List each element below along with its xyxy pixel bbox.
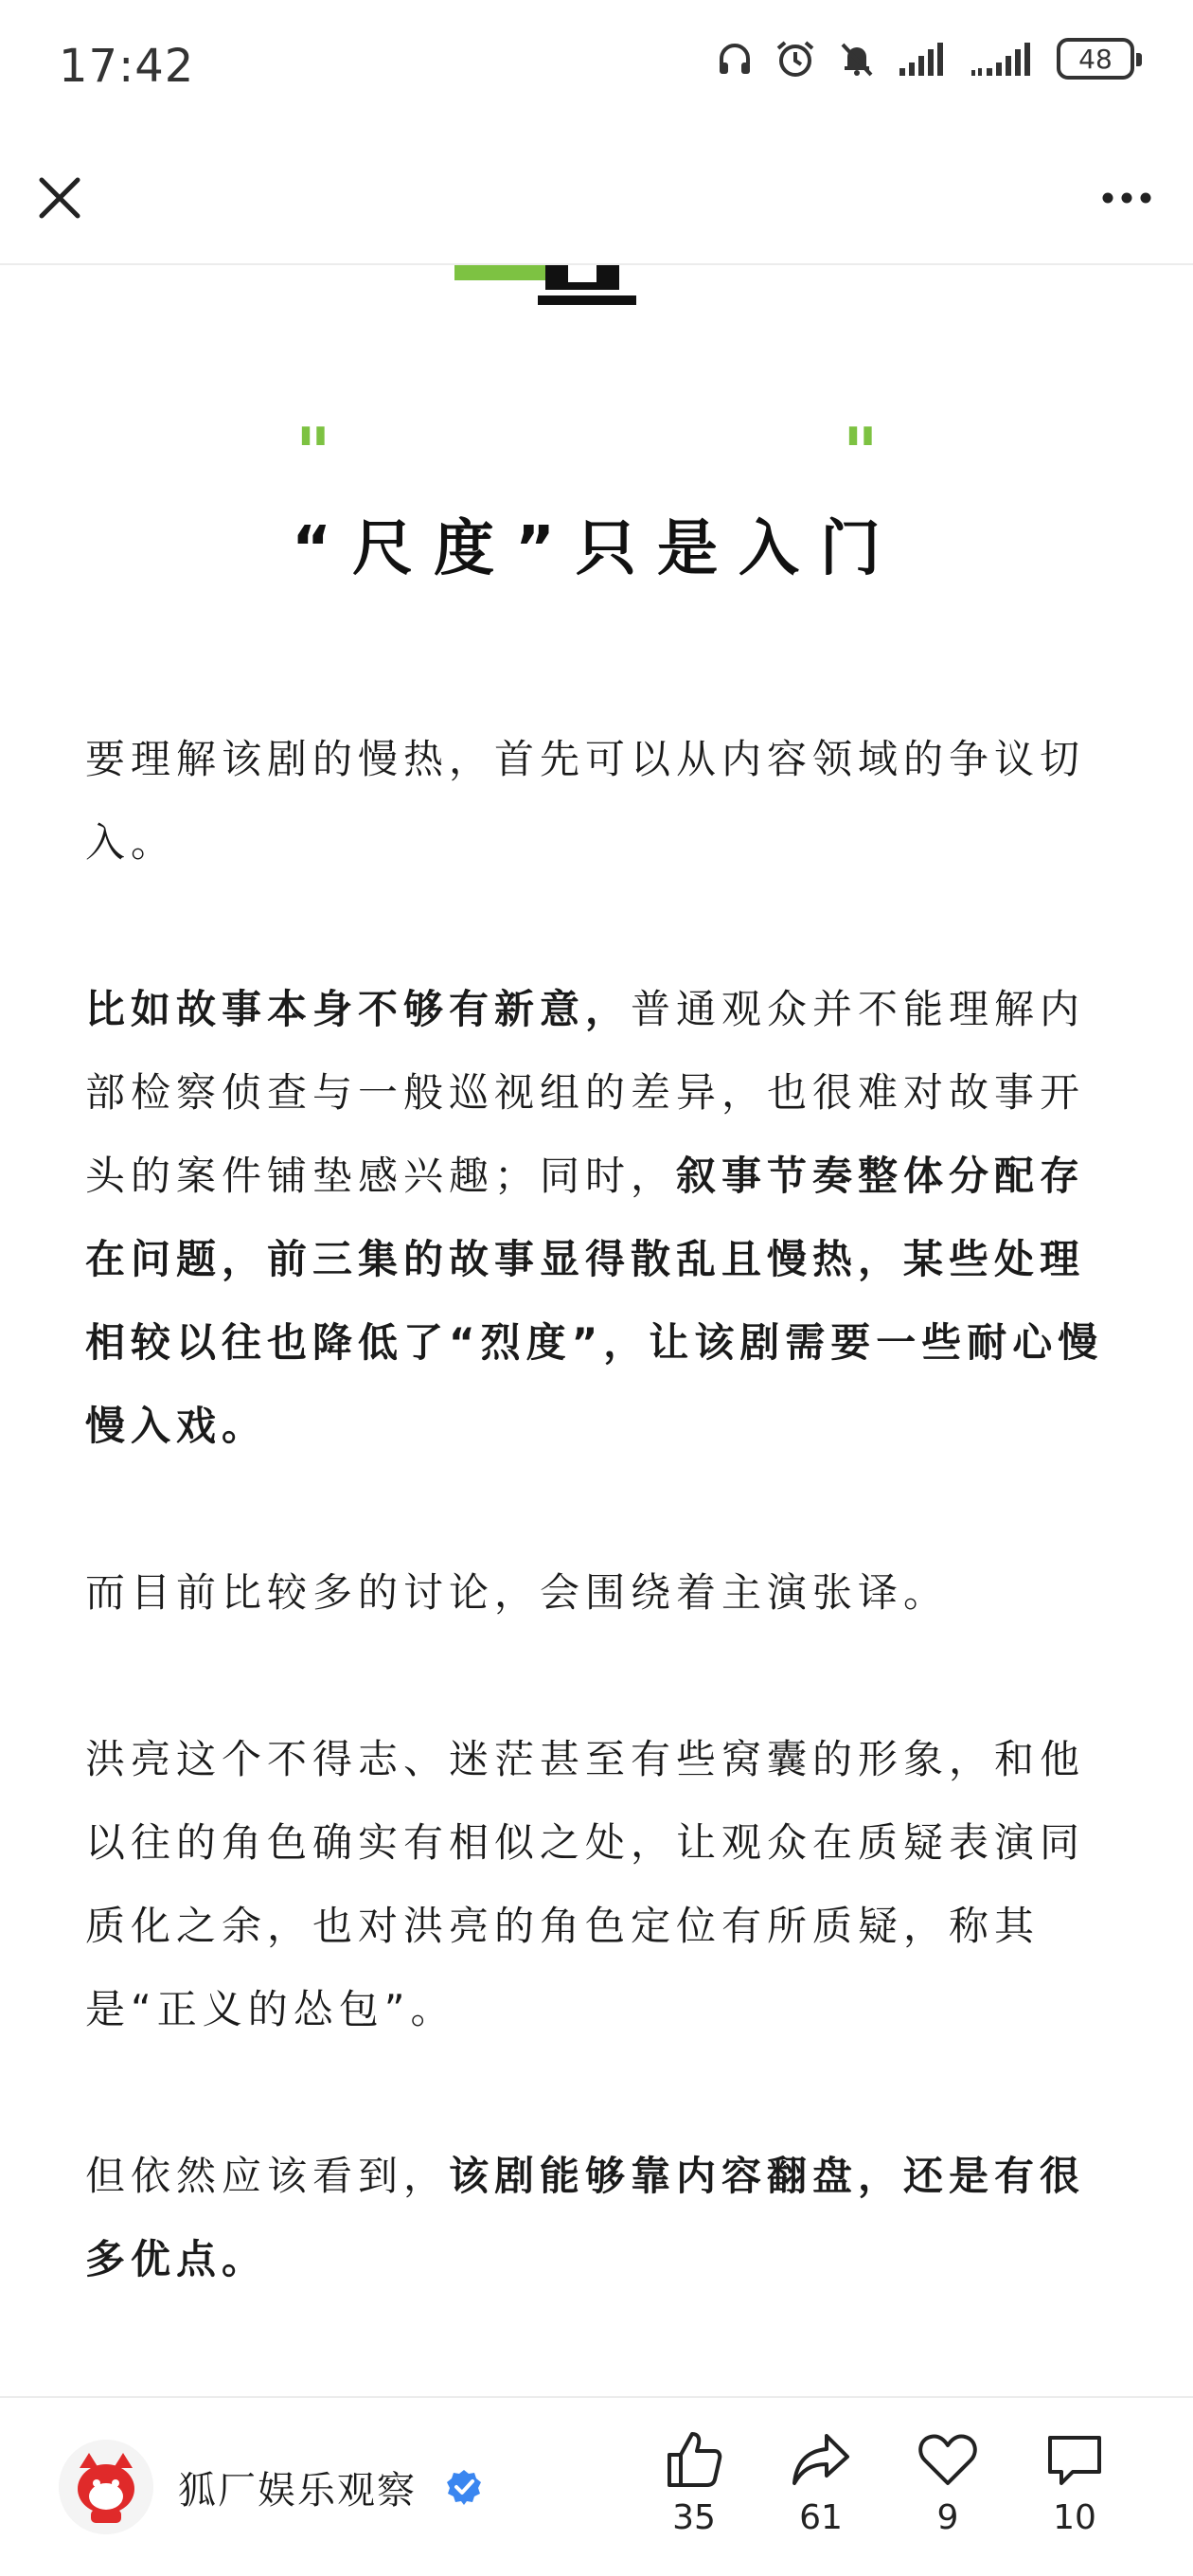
comment-button[interactable] <box>1023 2430 1127 2563</box>
bottom-action-bar <box>0 2396 1193 2576</box>
top-nav-bar <box>0 133 1193 265</box>
favorite-count: 9 <box>936 2498 959 2537</box>
fox-logo-icon <box>59 2440 153 2534</box>
mute-icon <box>837 39 877 79</box>
article-content <box>0 265 1193 2396</box>
paragraph-text: 但依然应该看到， <box>85 2153 450 2199</box>
share-count: 61 <box>799 2498 843 2537</box>
paragraph <box>85 1718 1108 2051</box>
paragraph-emphasis: 该剧能够靠内容翻盘，还是有很多优点。 <box>85 2153 1086 2282</box>
paragraph <box>85 968 1108 1468</box>
heading-quote-marks <box>0 412 1193 492</box>
battery-level: 48 <box>1078 43 1113 75</box>
paragraph <box>85 718 1108 885</box>
paragraph-text: 要理解该剧的慢热，首先可以从内容领域的争议切入。 <box>85 736 1086 866</box>
comment-icon <box>1044 2430 1105 2489</box>
status-icons <box>716 38 1134 80</box>
signal-icon <box>970 40 1036 78</box>
like-count: 35 <box>672 2498 716 2537</box>
paragraph-text: 而目前比较多的讨论，会围绕着主演张译。 <box>85 1569 950 1616</box>
battery-indicator <box>1057 38 1134 80</box>
close-icon <box>28 167 91 229</box>
share-icon <box>791 2430 851 2489</box>
author-name[interactable]: 狐厂娱乐观察 <box>178 2469 417 2513</box>
signal-icon <box>898 40 949 78</box>
status-bar <box>0 0 1193 133</box>
alarm-icon <box>775 39 816 79</box>
section-title: “尺度”只是入门 <box>291 514 902 584</box>
heart-icon <box>917 2430 978 2489</box>
verified-badge-icon <box>445 2468 483 2506</box>
author-avatar[interactable] <box>59 2440 153 2534</box>
thumbs-up-icon <box>664 2430 724 2489</box>
heading-decoration <box>454 265 682 307</box>
quote-close: " <box>843 412 879 492</box>
share-button[interactable] <box>769 2430 873 2563</box>
paragraph-emphasis: 比如故事本身不够有新意， <box>85 986 632 1032</box>
paragraph <box>85 1551 1108 1635</box>
headphones-icon <box>716 40 754 78</box>
favorite-button[interactable] <box>896 2430 1000 2563</box>
paragraph-text: 洪亮这个不得志、迷茫甚至有些窝囊的形象，和他以往的角色确实有相似之处，让观众在质疑表演同质化之余，也对洪亮的角色定位有所质疑，称其是“正义的怂包”。 <box>85 1736 1086 2032</box>
status-time: 17:42 <box>59 40 195 93</box>
more-icon <box>1089 167 1165 229</box>
close-button[interactable] <box>28 167 91 229</box>
paragraph <box>85 2135 1108 2301</box>
more-button[interactable] <box>1089 167 1165 229</box>
paragraph-text: 普通观众并不能理解内部检察侦查与一般巡视组的差异，也很难对故事开头的案件铺垫感兴趣；同时， <box>85 986 1086 1199</box>
comment-count: 10 <box>1053 2498 1096 2537</box>
like-button[interactable] <box>642 2430 746 2563</box>
quote-open: " <box>295 412 331 492</box>
paragraph-emphasis: 叙事节奏整体分配存在问题，前三集的故事显得散乱且慢热，某些处理相较以往也降低了“烈度”，让该剧需要一些耐心慢慢入戏。 <box>85 1153 1104 1449</box>
